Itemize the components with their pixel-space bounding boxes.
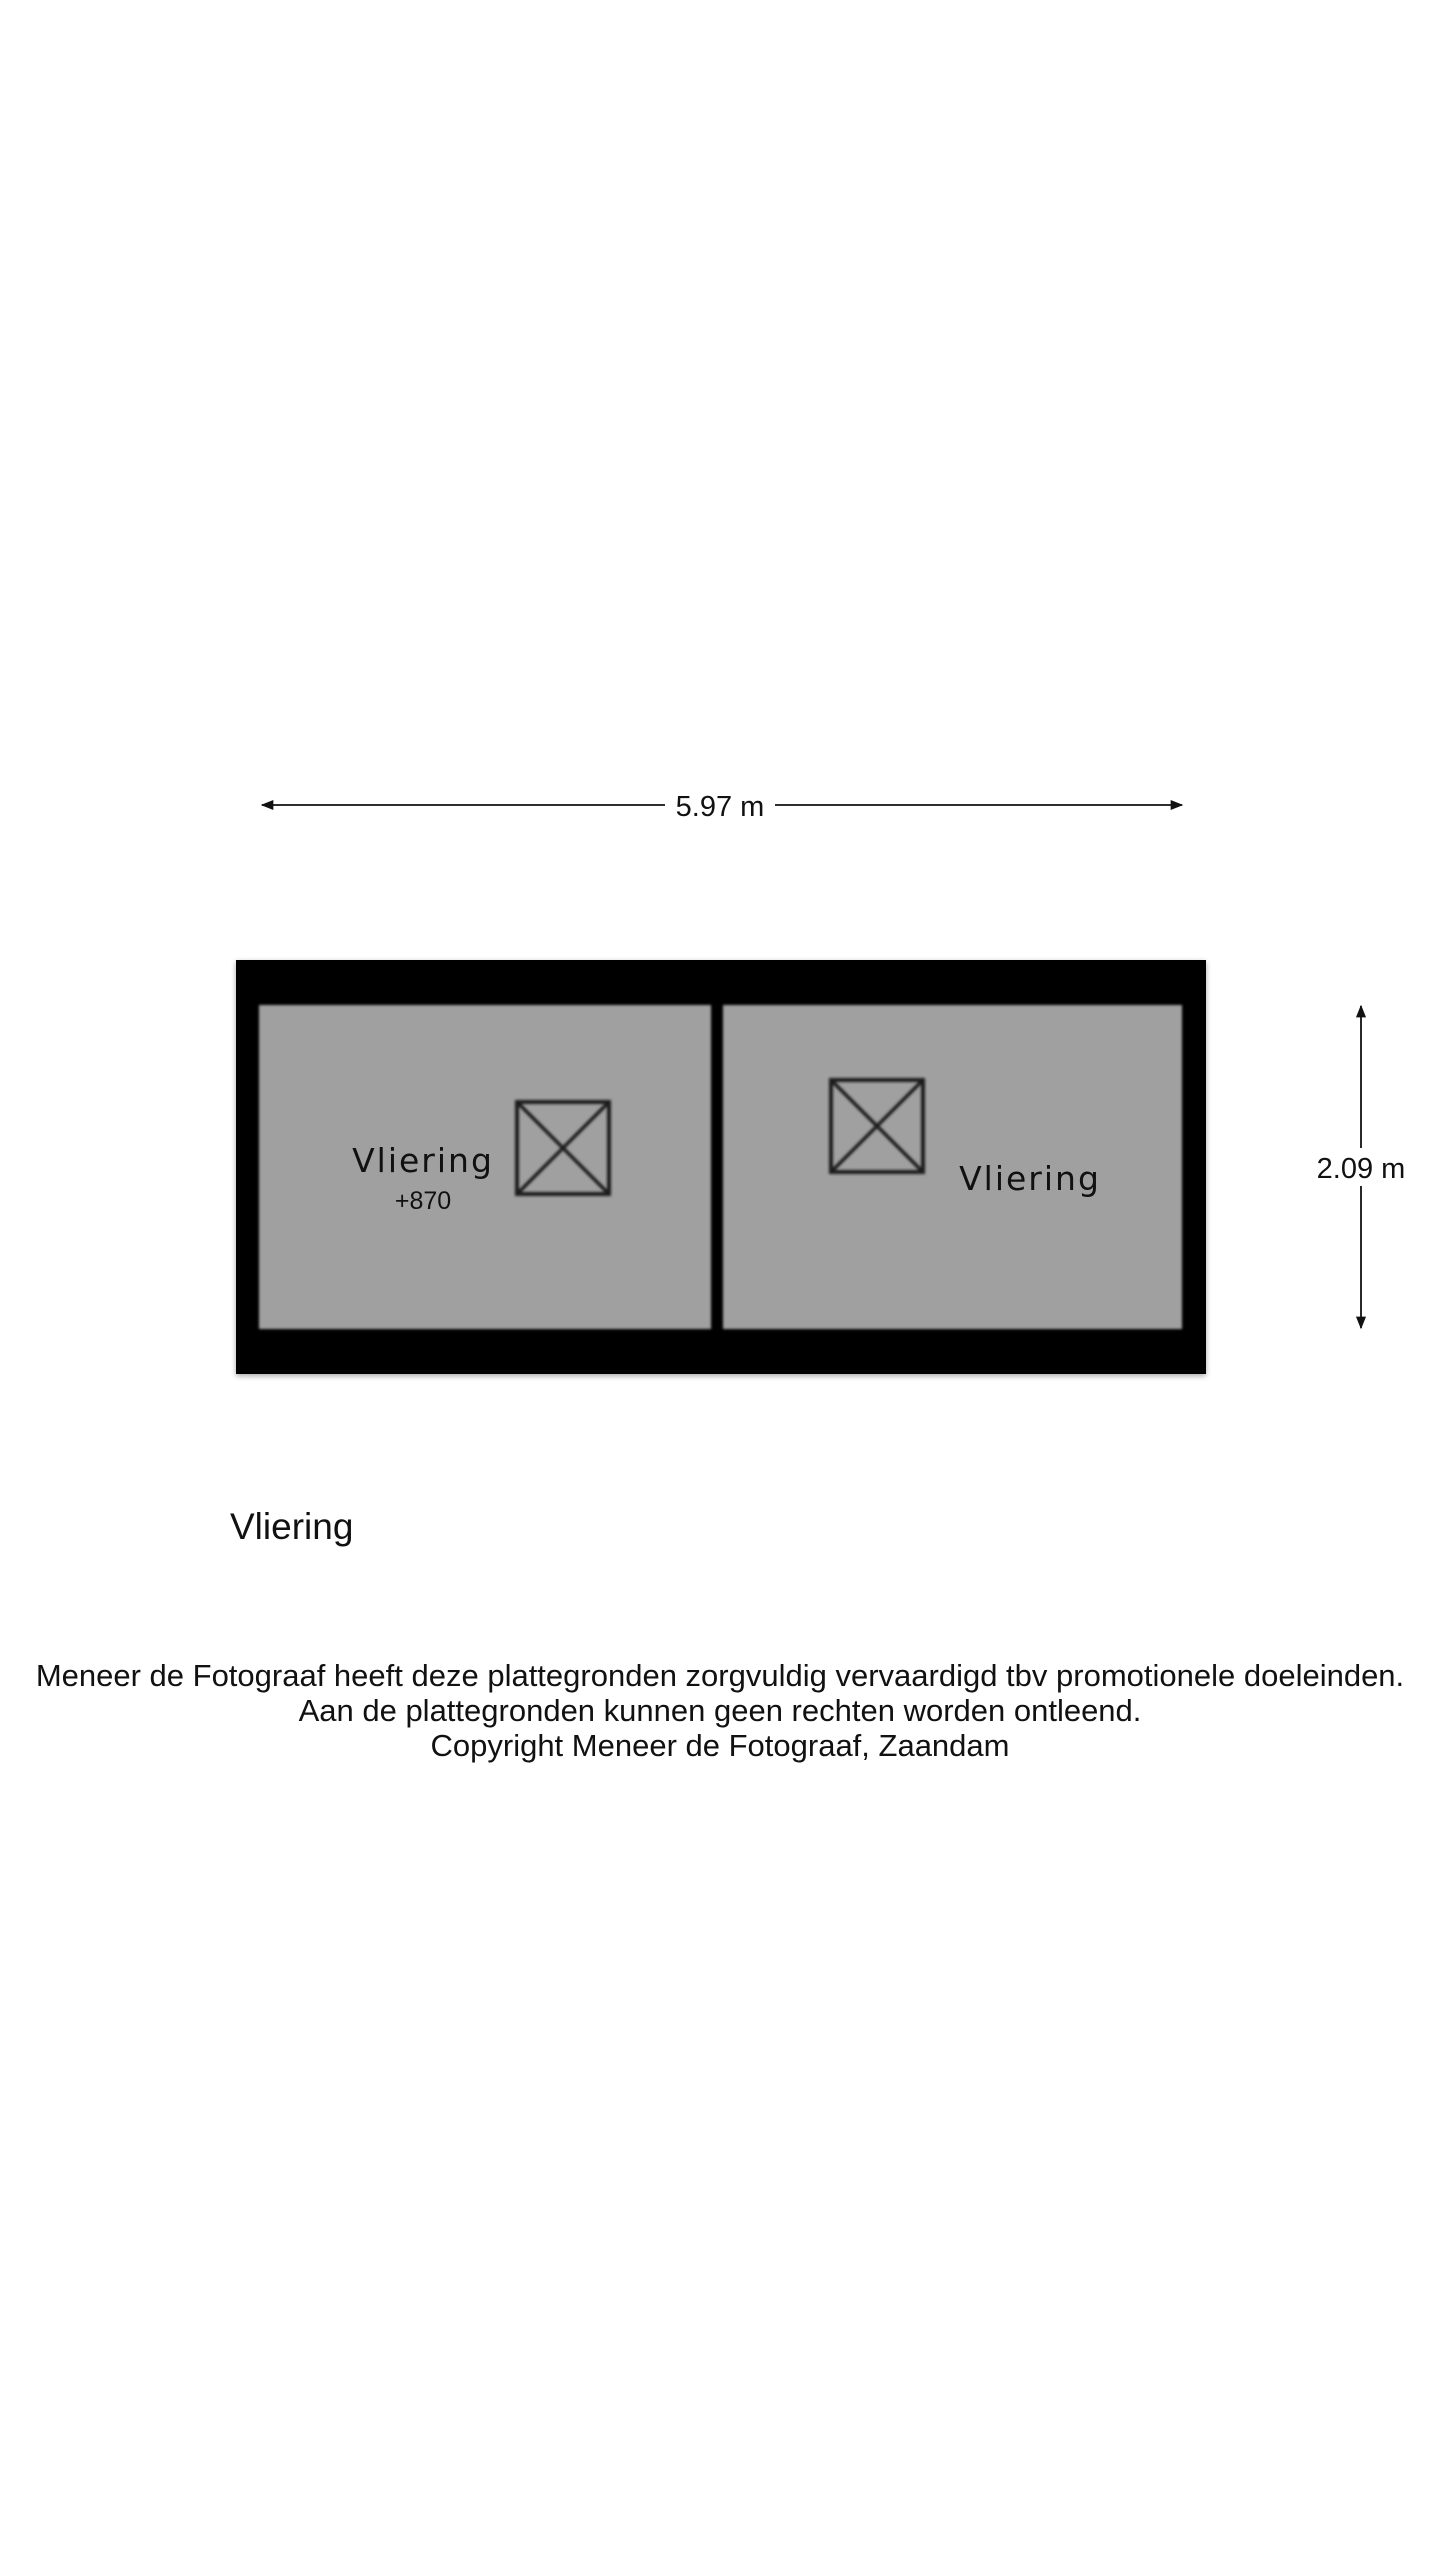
room-right (723, 1005, 1182, 1329)
room-right-label: Vliering (959, 1159, 1101, 1198)
width-dimension-label: 5.97 m (675, 791, 765, 823)
depth-dimension (1317, 1006, 1406, 1328)
width-dimension (262, 791, 1182, 823)
room-left-label: Vliering (352, 1141, 494, 1180)
disclaimer (0, 1658, 1440, 1763)
floor-name: Vliering (230, 1506, 354, 1547)
disclaimer-line-1: Meneer de Fotograaf heeft deze plattegronden zorgvuldig vervaardigd tbv promotionele doeleinden. (35, 1658, 1405, 1693)
room-right-floor (723, 1005, 1182, 1329)
depth-dimension-label: 2.09 m (1316, 1153, 1406, 1185)
disclaimer-line-3: Copyright Meneer de Fotograaf, Zaandam (430, 1728, 1010, 1763)
room-left (259, 1005, 711, 1329)
disclaimer-line-2: Aan de plattegronden kunnen geen rechten worden ontleend. (298, 1693, 1142, 1728)
room-left-level: +870 (394, 1187, 452, 1215)
